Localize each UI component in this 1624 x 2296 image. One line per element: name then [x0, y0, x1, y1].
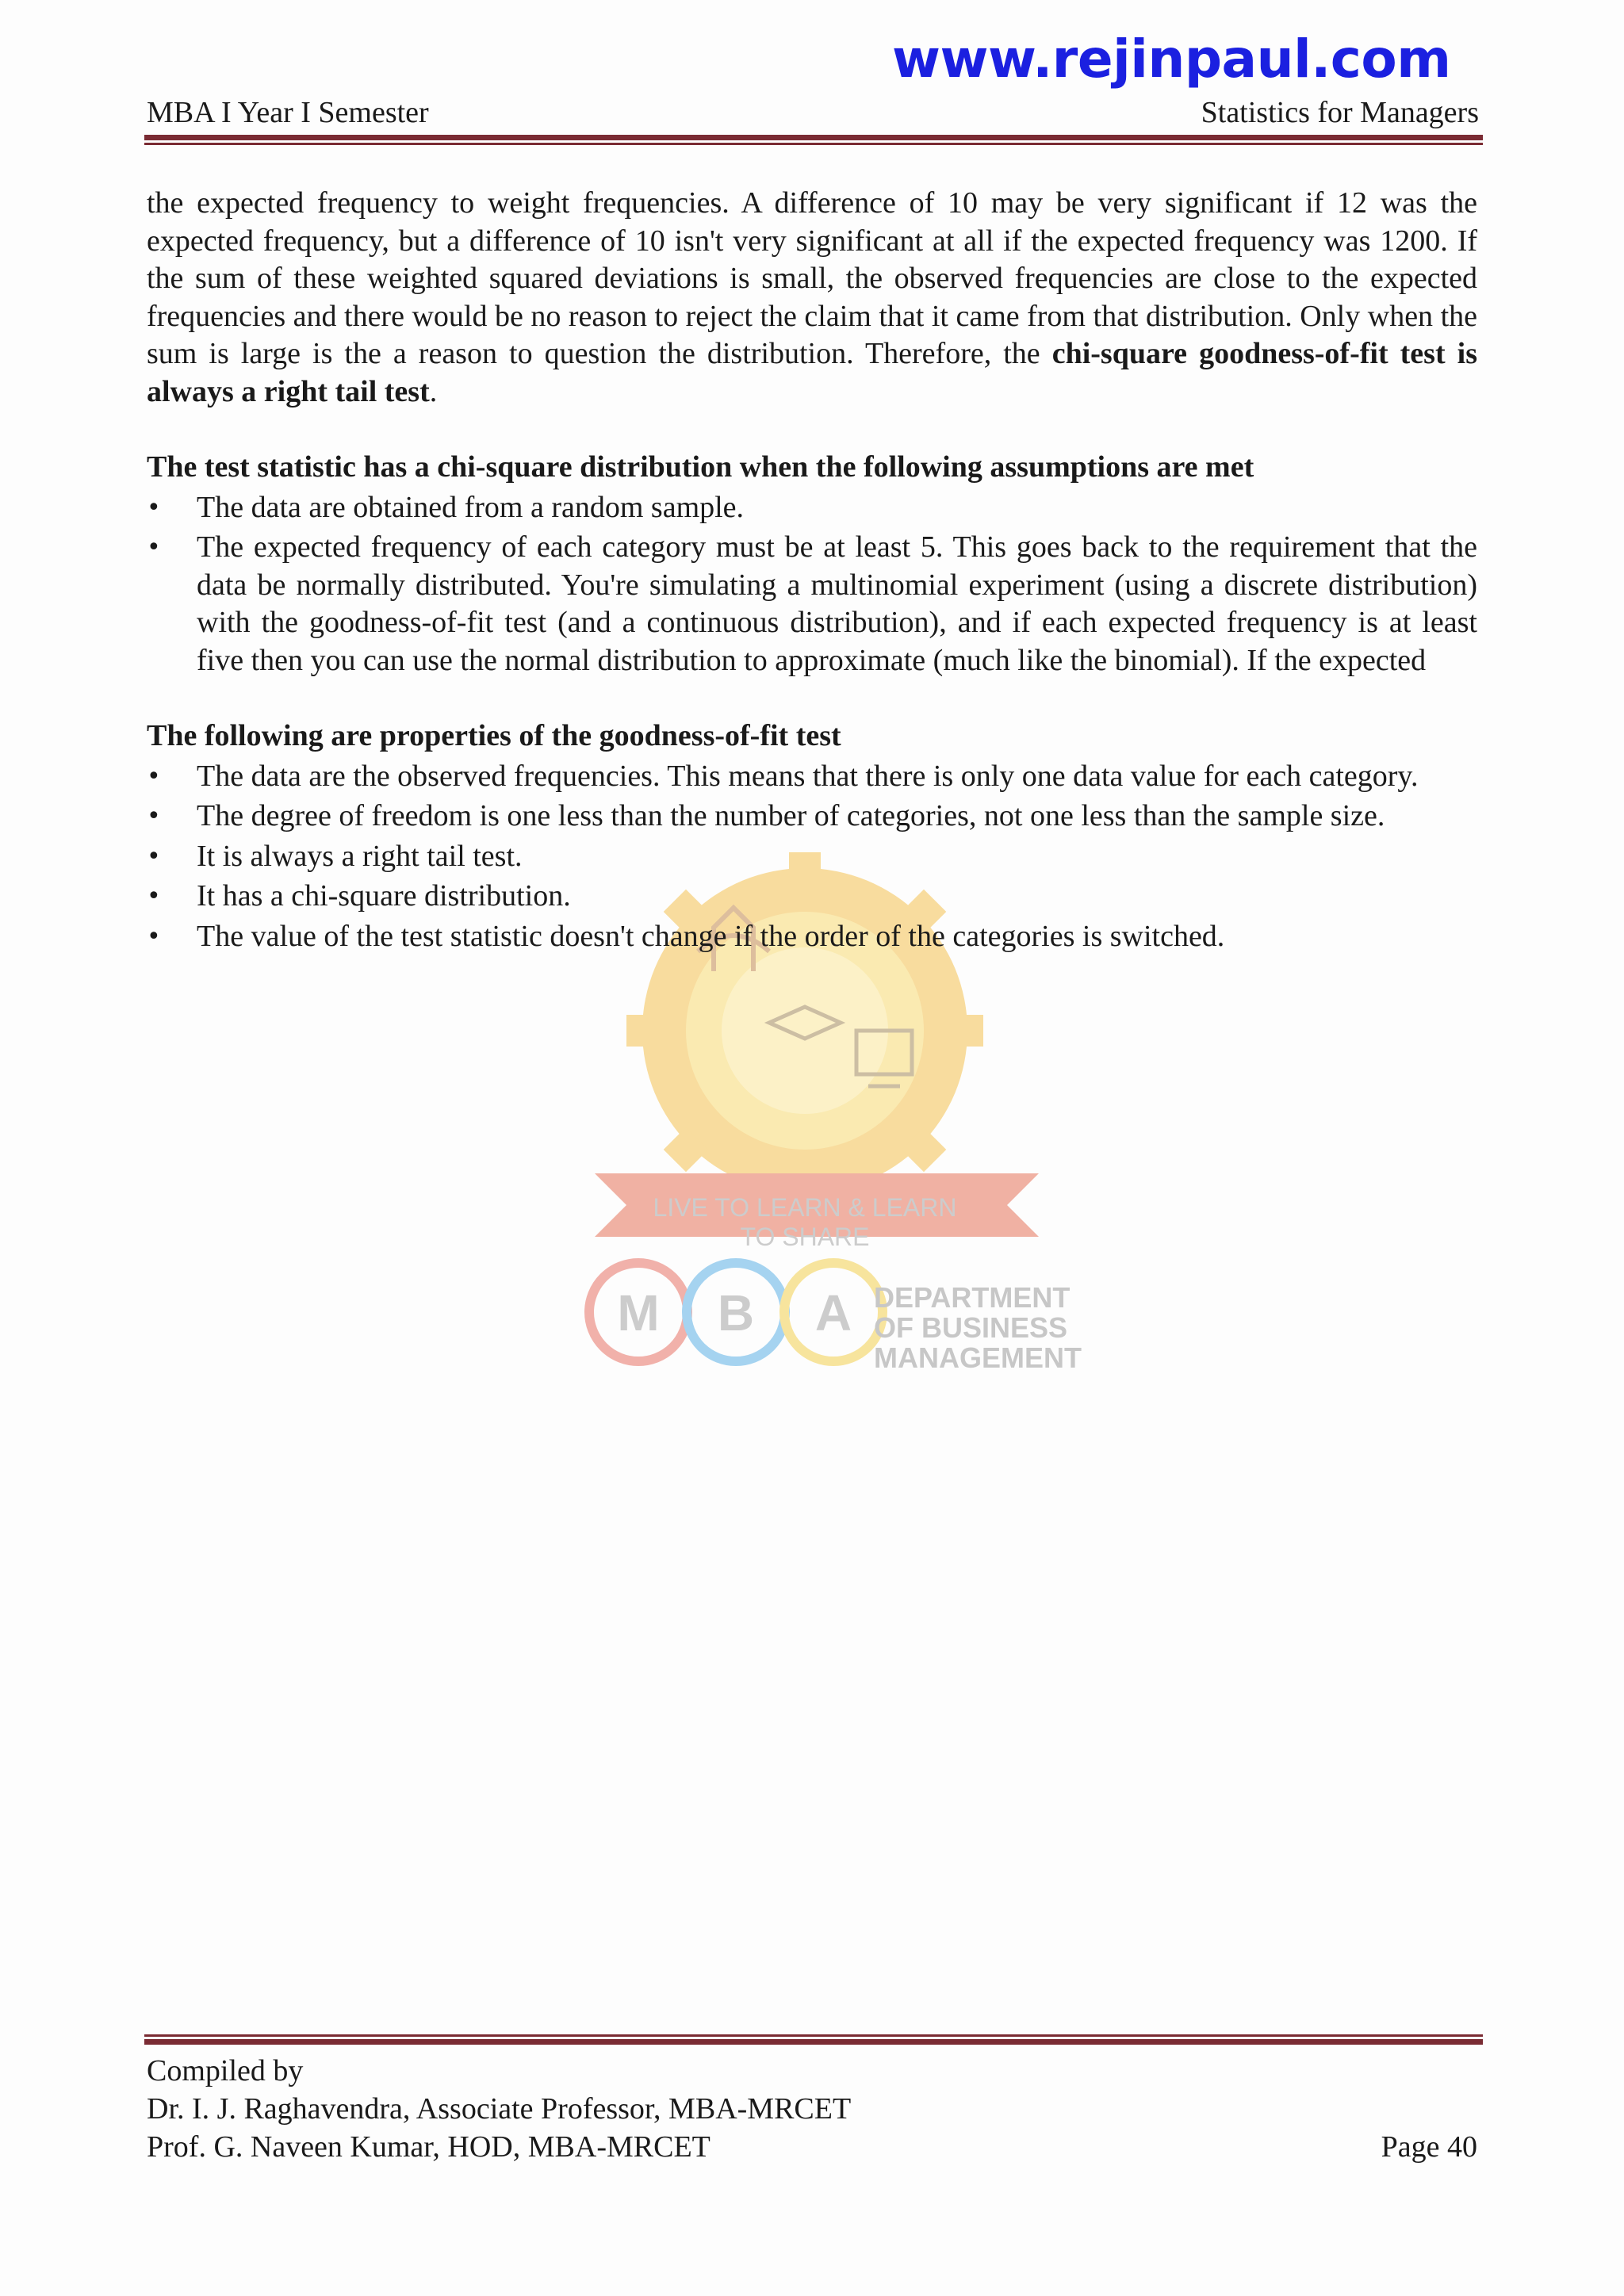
- bullet-icon: •: [147, 842, 161, 871]
- intro-paragraph: [147, 185, 1477, 411]
- footer-rule: [144, 2034, 1483, 2045]
- footer-author-1: Dr. I. J. Raghavendra, Associate Professor, MBA-MRCET: [147, 2092, 852, 2126]
- page-footer: [147, 2052, 1477, 2166]
- assumptions-list: [147, 489, 1477, 680]
- list-item-text: The degree of freedom is one less than the number of categories, not one less than the sample size.: [197, 799, 1385, 832]
- list-item-text: The data are the observed frequencies. This means that there is only one data value for each category.: [197, 759, 1419, 793]
- list-item-text: It is always a right tail test.: [197, 839, 523, 873]
- list-item-text: The data are obtained from a random sample.: [197, 490, 745, 524]
- watermark-department: [874, 1283, 1082, 1373]
- list-item: [147, 918, 1477, 956]
- bullet-icon: •: [147, 802, 161, 830]
- header-rule-thick: [144, 135, 1483, 140]
- watermark-dept-line-3: MANAGEMENT: [874, 1341, 1082, 1374]
- watermark-motto: LIVE TO LEARN & LEARN TO SHARE: [653, 1193, 957, 1251]
- intro-text-1: the expected frequency to weight frequencies. A difference of 10 may be very significant if 12 was the expected frequency, but a difference of 10 isn't very significant at all if the expected frequency was 1200. If the sum of these weighted squared deviations is small, the observed frequencies are close to the expected frequencies and there would be no reason to reject the claim that it came from that distribution. Only when the sum is large is the a reason to question the distribution. Therefore, the: [147, 186, 1477, 370]
- page-content: [147, 185, 1477, 955]
- list-item: [147, 758, 1477, 796]
- bullet-icon: •: [147, 534, 161, 561]
- bullet-icon: •: [147, 882, 161, 910]
- wm-letter-m: M: [617, 1284, 660, 1341]
- intro-bold-claim: chi-square goodness-of-fit test is always a right tail test: [147, 337, 1477, 408]
- site-url-link[interactable]: www.rejinpaul.com: [892, 29, 1451, 90]
- footer-author-2: Prof. G. Naveen Kumar, HOD, MBA-MRCET: [147, 2130, 710, 2164]
- list-item: [147, 529, 1477, 679]
- footer-compiled-by: Compiled by: [147, 2054, 304, 2087]
- intro-text-2: .: [429, 374, 438, 408]
- list-item: [147, 798, 1477, 836]
- watermark-dept-line-1: DEPARTMENT: [874, 1281, 1071, 1314]
- wm-letter-a: A: [814, 1284, 852, 1341]
- assumptions-heading: The test statistic has a chi-square distribution when the following assumptions are met: [147, 450, 1254, 484]
- list-item: [147, 878, 1477, 916]
- properties-heading: The following are properties of the goodness-of-fit test: [147, 719, 841, 752]
- watermark-dept-line-2: OF BUSINESS: [874, 1311, 1068, 1344]
- bullet-icon: •: [147, 762, 161, 790]
- header-course: MBA I Year I Semester: [147, 96, 429, 129]
- page-header: [147, 95, 1479, 135]
- list-item-text: The expected frequency of each category must be at least 5. This goes back to the requirement that the data be normally distributed. You're simulating a multinomial experiment (using a discrete distribution) with the goodness-of-fit test (and a continuous distribution), and if each expected frequency is at least five then you can use the normal distribution to approximate (much like the binomial). If the expected: [197, 530, 1477, 677]
- mba-logo-icon: [589, 1263, 883, 1361]
- footer-rule-thick: [144, 2039, 1483, 2045]
- header-subject: Statistics for Managers: [1201, 96, 1479, 129]
- bullet-icon: •: [147, 493, 161, 522]
- footer-rule-thin: [144, 2034, 1483, 2037]
- list-item: [147, 489, 1477, 527]
- page-number: Page 40: [1381, 2130, 1477, 2164]
- bullet-icon: •: [147, 922, 161, 951]
- header-rule-thin: [144, 143, 1483, 145]
- list-item-text: The value of the test statistic doesn't change if the order of the categories is switched.: [197, 919, 1225, 953]
- header-rule: [144, 135, 1483, 145]
- list-item-text: It has a chi-square distribution.: [197, 879, 571, 913]
- wm-letter-b: B: [717, 1284, 755, 1341]
- properties-list: [147, 758, 1477, 956]
- list-item: [147, 838, 1477, 876]
